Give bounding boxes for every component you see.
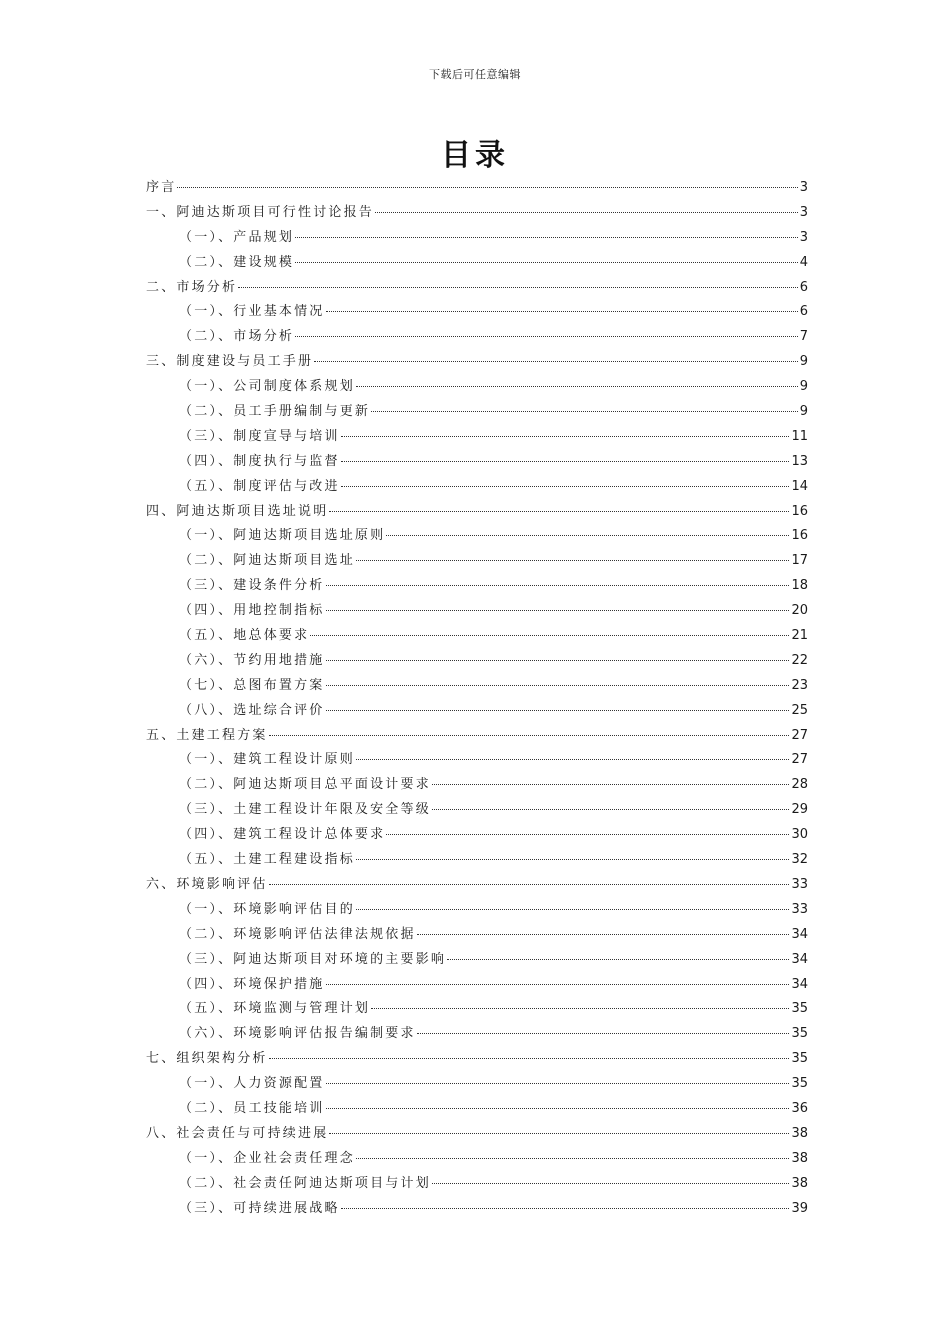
toc-dot-leader xyxy=(326,311,798,312)
toc-subsection-entry[interactable] xyxy=(146,574,808,599)
toc-page-number: 6 xyxy=(799,304,808,320)
toc-page-number: 34 xyxy=(791,976,808,992)
toc-entry-label: （四）、制度执行与监督 xyxy=(179,453,340,469)
toc-dot-leader xyxy=(341,1208,790,1209)
toc-page-number: 35 xyxy=(791,1001,808,1017)
toc-subsection-entry[interactable] xyxy=(146,325,808,350)
toc-subsection-entry[interactable] xyxy=(146,251,808,276)
toc-entry-label: 七、组织架构分析 xyxy=(146,1051,268,1067)
toc-subsection-entry[interactable] xyxy=(146,1197,808,1222)
toc-dot-leader xyxy=(375,212,798,213)
toc-subsection-entry[interactable] xyxy=(146,300,808,325)
toc-section-entry[interactable] xyxy=(146,350,808,375)
toc-title: 目录 xyxy=(441,138,509,173)
toc-entry-label: （二）、市场分析 xyxy=(179,329,295,345)
toc-subsection-entry[interactable] xyxy=(146,848,808,873)
toc-dot-leader xyxy=(326,660,790,661)
toc-subsection-entry[interactable] xyxy=(146,1097,808,1122)
toc-dot-leader xyxy=(386,834,789,835)
toc-subsection-entry[interactable] xyxy=(146,400,808,425)
toc-dot-leader xyxy=(356,909,790,910)
toc-dot-leader xyxy=(326,1108,790,1109)
toc-page-number: 21 xyxy=(791,628,808,644)
toc-page-number: 35 xyxy=(791,1026,808,1042)
toc-page-number: 9 xyxy=(799,354,808,370)
toc-dot-leader xyxy=(177,187,797,188)
toc-entry-label: （一）、行业基本情况 xyxy=(179,304,325,320)
toc-subsection-entry[interactable] xyxy=(146,226,808,251)
toc-dot-leader xyxy=(269,1058,790,1059)
toc-entry-label: （二）、社会责任阿迪达斯项目与计划 xyxy=(179,1175,431,1191)
toc-page-number: 34 xyxy=(791,951,808,967)
toc-list xyxy=(146,176,808,1221)
toc-entry-label: （六）、环境影响评估报告编制要求 xyxy=(179,1026,416,1042)
toc-entry-label: （一）、产品规划 xyxy=(179,229,295,245)
toc-subsection-entry[interactable] xyxy=(146,674,808,699)
toc-dot-leader xyxy=(326,685,790,686)
toc-section-entry[interactable] xyxy=(146,500,808,525)
toc-page-number: 6 xyxy=(799,279,808,295)
toc-dot-leader xyxy=(341,436,790,437)
toc-dot-leader xyxy=(341,486,790,487)
toc-entry-label: （四）、环境保护措施 xyxy=(179,976,325,992)
toc-entry-label: （三）、土建工程设计年限及安全等级 xyxy=(179,802,431,818)
toc-page-number: 32 xyxy=(791,852,808,868)
toc-entry-label: （二）、员工技能培训 xyxy=(179,1100,325,1116)
toc-subsection-entry[interactable] xyxy=(146,699,808,724)
toc-entry-label: （二）、阿迪达斯项目总平面设计要求 xyxy=(179,777,431,793)
toc-dot-leader xyxy=(314,361,798,362)
toc-dot-leader xyxy=(432,784,790,785)
toc-page-number: 18 xyxy=(791,578,808,594)
toc-dot-leader xyxy=(417,1033,790,1034)
toc-page-number: 3 xyxy=(799,204,808,220)
toc-entry-label: 二、市场分析 xyxy=(146,279,238,295)
toc-entry-label: （一）、人力资源配置 xyxy=(179,1076,325,1092)
toc-dot-leader xyxy=(269,884,790,885)
toc-page-number: 3 xyxy=(799,229,808,245)
toc-page-number: 28 xyxy=(791,777,808,793)
toc-page-number: 36 xyxy=(791,1100,808,1116)
toc-entry-label: （二）、建设规模 xyxy=(179,254,295,270)
toc-page-number: 38 xyxy=(791,1125,808,1141)
toc-entry-label: （四）、建筑工程设计总体要求 xyxy=(179,827,386,843)
toc-entry-label: （一）、阿迪达斯项目选址原则 xyxy=(179,528,386,544)
toc-dot-leader xyxy=(432,809,790,810)
toc-dot-leader xyxy=(326,1083,790,1084)
toc-page-number: 7 xyxy=(799,329,808,345)
toc-dot-leader xyxy=(447,959,789,960)
toc-entry-label: 六、环境影响评估 xyxy=(146,876,268,892)
toc-entry-label: （三）、可持续进展战略 xyxy=(179,1200,340,1216)
toc-dot-leader xyxy=(356,1158,790,1159)
toc-dot-leader xyxy=(295,237,798,238)
toc-subsection-entry[interactable] xyxy=(146,997,808,1022)
toc-page-number: 33 xyxy=(791,901,808,917)
toc-dot-leader xyxy=(238,287,798,288)
toc-dot-leader xyxy=(356,560,790,561)
toc-page-number: 34 xyxy=(791,926,808,942)
toc-entry-label: （二）、阿迪达斯项目选址 xyxy=(179,553,355,569)
toc-page-number: 39 xyxy=(791,1200,808,1216)
toc-dot-leader xyxy=(329,1133,789,1134)
toc-page-number: 20 xyxy=(791,603,808,619)
toc-dot-leader xyxy=(371,1008,789,1009)
toc-entry-label: （五）、地总体要求 xyxy=(179,628,310,644)
toc-entry-label: （七）、总图布置方案 xyxy=(179,677,325,693)
toc-entry-label: （二）、环境影响评估法律法规依据 xyxy=(179,926,416,942)
toc-dot-leader xyxy=(329,511,789,512)
toc-entry-label: （六）、节约用地措施 xyxy=(179,652,325,668)
toc-section-entry[interactable] xyxy=(146,276,808,301)
toc-subsection-entry[interactable] xyxy=(146,599,808,624)
toc-page-number: 23 xyxy=(791,677,808,693)
toc-page-number: 22 xyxy=(791,652,808,668)
toc-dot-leader xyxy=(295,262,798,263)
toc-dot-leader xyxy=(269,735,790,736)
toc-entry-label: （一）、环境影响评估目的 xyxy=(179,901,355,917)
toc-page-number: 4 xyxy=(799,254,808,270)
toc-page-number: 9 xyxy=(799,404,808,420)
toc-dot-leader xyxy=(326,710,790,711)
toc-entry-label: 序言 xyxy=(146,180,177,195)
toc-dot-leader xyxy=(326,610,790,611)
toc-entry-label: （五）、土建工程建设指标 xyxy=(179,852,355,868)
toc-subsection-entry[interactable] xyxy=(146,425,808,450)
toc-dot-leader xyxy=(356,859,790,860)
toc-page-number: 11 xyxy=(791,428,808,444)
toc-entry-label: 四、阿迪达斯项目选址说明 xyxy=(146,503,329,519)
toc-page-number: 29 xyxy=(791,802,808,818)
toc-subsection-entry[interactable] xyxy=(146,923,808,948)
toc-subsection-entry[interactable] xyxy=(146,748,808,773)
toc-entry-label: （三）、阿迪达斯项目对环境的主要影响 xyxy=(179,951,447,967)
toc-page-number: 38 xyxy=(791,1150,808,1166)
toc-section-entry[interactable] xyxy=(146,724,808,749)
toc-section-entry[interactable] xyxy=(146,176,808,201)
toc-subsection-entry[interactable] xyxy=(146,1147,808,1172)
toc-subsection-entry[interactable] xyxy=(146,549,808,574)
toc-subsection-entry[interactable] xyxy=(146,798,808,823)
toc-dot-leader xyxy=(386,535,789,536)
toc-page-number: 14 xyxy=(791,478,808,494)
toc-entry-label: （四）、用地控制指标 xyxy=(179,603,325,619)
toc-page-number: 17 xyxy=(791,553,808,569)
toc-entry-label: （三）、制度宣导与培训 xyxy=(179,428,340,444)
toc-dot-leader xyxy=(295,336,798,337)
toc-page-number: 3 xyxy=(799,180,808,195)
toc-page-number: 35 xyxy=(791,1076,808,1092)
toc-subsection-entry[interactable] xyxy=(146,375,808,400)
toc-dot-leader xyxy=(310,635,789,636)
toc-subsection-entry[interactable] xyxy=(146,475,808,500)
toc-dot-leader xyxy=(326,585,790,586)
toc-page-number: 13 xyxy=(791,453,808,469)
toc-entry-label: 三、制度建设与员工手册 xyxy=(146,354,314,370)
toc-dot-leader xyxy=(356,759,790,760)
toc-page-number: 33 xyxy=(791,876,808,892)
toc-page-number: 16 xyxy=(791,528,808,544)
toc-subsection-entry[interactable] xyxy=(146,823,808,848)
toc-entry-label: （五）、环境监测与管理计划 xyxy=(179,1001,371,1017)
toc-page-number: 38 xyxy=(791,1175,808,1191)
toc-subsection-entry[interactable] xyxy=(146,624,808,649)
toc-dot-leader xyxy=(326,984,790,985)
toc-section-entry[interactable] xyxy=(146,201,808,226)
toc-page-number: 9 xyxy=(799,379,808,395)
toc-section-entry[interactable] xyxy=(146,1047,808,1072)
toc-entry-label: （五）、制度评估与改进 xyxy=(179,478,340,494)
toc-entry-label: （二）、员工手册编制与更新 xyxy=(179,404,371,420)
toc-dot-leader xyxy=(356,386,798,387)
toc-dot-leader xyxy=(371,411,798,412)
toc-entry-label: 一、阿迪达斯项目可行性讨论报告 xyxy=(146,204,375,220)
toc-subsection-entry[interactable] xyxy=(146,898,808,923)
toc-page-number: 16 xyxy=(791,503,808,519)
toc-page-number: 25 xyxy=(791,702,808,718)
toc-subsection-entry[interactable] xyxy=(146,948,808,973)
toc-entry-label: （一）、公司制度体系规划 xyxy=(179,379,355,395)
toc-dot-leader xyxy=(341,461,790,462)
toc-entry-label: （一）、企业社会责任理念 xyxy=(179,1150,355,1166)
toc-page-number: 35 xyxy=(791,1051,808,1067)
toc-subsection-entry[interactable] xyxy=(146,450,808,475)
toc-entry-label: （八）、选址综合评价 xyxy=(179,702,325,718)
toc-subsection-entry[interactable] xyxy=(146,524,808,549)
toc-subsection-entry[interactable] xyxy=(146,1172,808,1197)
toc-subsection-entry[interactable] xyxy=(146,649,808,674)
toc-entry-label: （三）、建设条件分析 xyxy=(179,578,325,594)
toc-entry-label: 八、社会责任与可持续进展 xyxy=(146,1125,329,1141)
toc-entry-label: （一）、建筑工程设计原则 xyxy=(179,752,355,768)
toc-subsection-entry[interactable] xyxy=(146,773,808,798)
toc-dot-leader xyxy=(417,934,790,935)
toc-entry-label: 五、土建工程方案 xyxy=(146,727,268,743)
toc-page-number: 27 xyxy=(791,727,808,743)
toc-section-entry[interactable] xyxy=(146,1122,808,1147)
toc-subsection-entry[interactable] xyxy=(146,1072,808,1097)
toc-page-number: 30 xyxy=(791,827,808,843)
toc-subsection-entry[interactable] xyxy=(146,1022,808,1047)
toc-dot-leader xyxy=(432,1183,790,1184)
toc-page-number: 27 xyxy=(791,752,808,768)
toc-section-entry[interactable] xyxy=(146,873,808,898)
toc-subsection-entry[interactable] xyxy=(146,973,808,998)
page-header: 下载后可任意编辑 xyxy=(429,68,521,81)
